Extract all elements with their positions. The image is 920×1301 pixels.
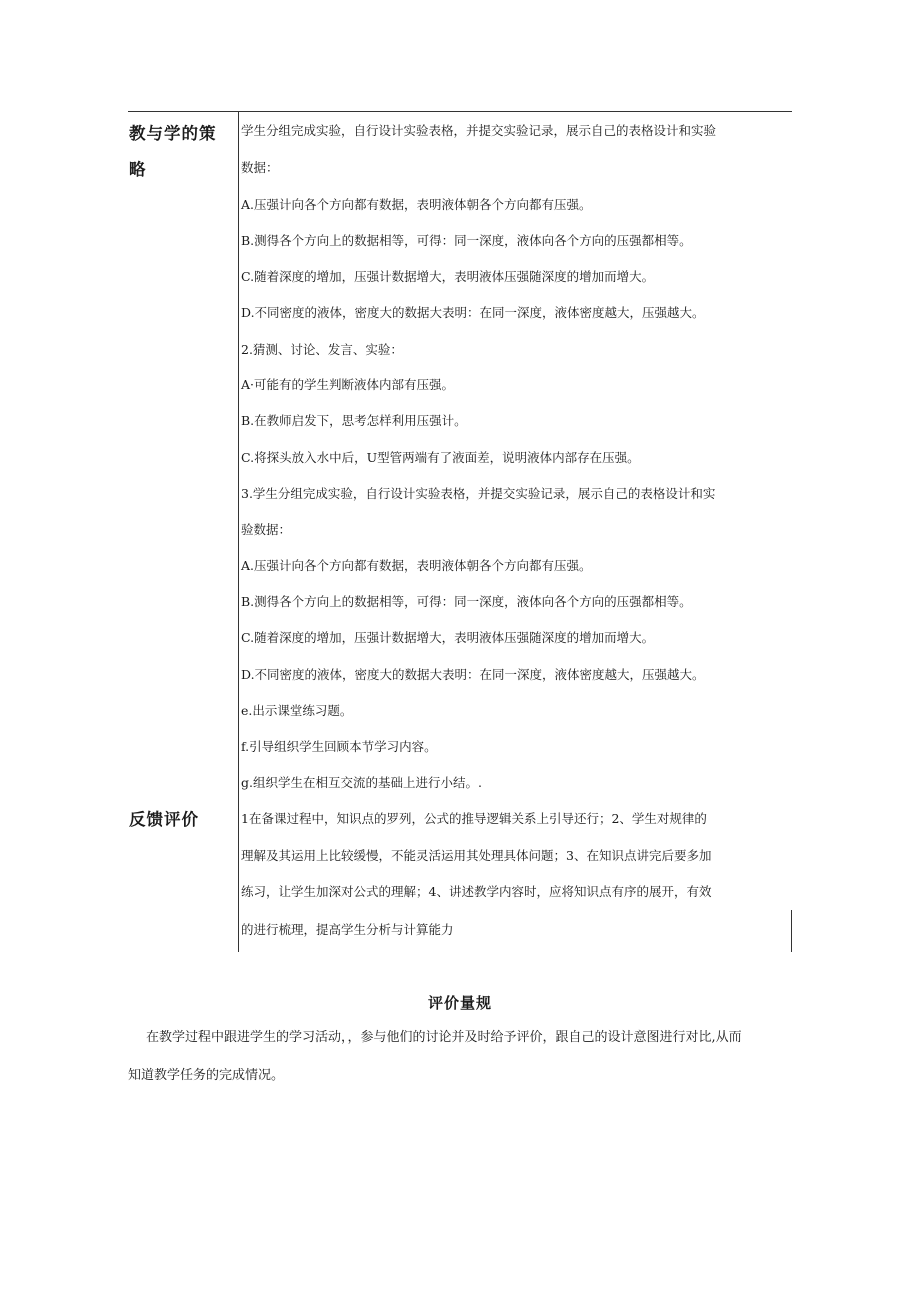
strategy-line: e.出示课堂练习题。 [241,703,353,718]
strategy-line: B.在教师启发下，思考怎样利用压强计。 [241,413,467,428]
table-top-border [128,111,792,112]
feedback-line: 的进行梳理，提高学生分析与计算能力 [241,922,454,937]
strategy-line: D.不同密度的液体，密度大的数据大表明：在同一深度，液体密度越大，压强越大。 [241,667,705,682]
rubric-paragraph-line-2: 知道教学任务的完成情况。 [128,1068,285,1083]
feedback-line: 理解及其运用上比较缓慢，不能灵活运用其处理具体问题；3、在知识点讲完后要多加 [241,848,712,863]
strategy-line: C.随着深度的增加，压强计数据增大，表明液体压强随深度的增加而增大。 [241,630,655,645]
strategy-line: g.组织学生在相互交流的基础上进行小结。. [241,775,482,790]
strategy-row-label [129,116,229,188]
strategy-line: 2.猜测、讨论、发言、实验： [241,342,403,357]
strategy-line: 数据： [241,160,279,175]
feedback-line: 1在备课过程中，知识点的罗列，公式的推导逻辑关系上引导还行；2、学生对规律的 [241,811,707,826]
strategy-line: A·可能有的学生判断液体内部有压强。 [241,377,455,392]
strategy-label-line-1: 教与学的策 [129,124,217,143]
strategy-line: D.不同密度的液体，密度大的数据大表明：在同一深度，液体密度越大，压强越大。 [241,305,705,320]
strategy-line: f.引导组织学生回顾本节学习内容。 [241,739,437,754]
strategy-line: C.将探头放入水中后，U型管两端有了液面差，说明液体内部存在压强。 [241,450,640,465]
table-right-border [791,910,792,952]
strategy-line: 3.学生分组完成实验，自行设计实验表格，并提交实验记录，展示自己的表格设计和实 [241,486,716,501]
rubric-paragraph-line-1: 在教学过程中跟进学生的学习活动，，参与他们的讨论并及时给予评价，跟自己的设计意图进行对比,从而 [146,1030,742,1045]
strategy-line: 学生分组完成实验，自行设计实验表格，并提交实验记录，展示自己的表格设计和实验 [241,123,717,138]
feedback-line: 练习，让学生加深对公式的理解；4、讲述教学内容时，应将知识点有序的展开，有效 [241,884,712,899]
table-column-divider [238,111,239,952]
feedback-row-label: 反馈评价 [129,810,199,829]
rubric-title: 评价量规 [427,994,492,1012]
strategy-label-line-2: 略 [129,160,147,179]
strategy-line: B.测得各个方向上的数据相等，可得：同一深度，液体向各个方向的压强都相等。 [241,594,692,609]
strategy-line: B.测得各个方向上的数据相等，可得：同一深度，液体向各个方向的压强都相等。 [241,233,692,248]
strategy-line: A.压强计向各个方向都有数据，表明液体朝各个方向都有压强。 [241,558,592,573]
strategy-line: 验数据： [241,522,292,537]
strategy-line: A.压强计向各个方向都有数据，表明液体朝各个方向都有压强。 [241,197,592,212]
strategy-line: C.随着深度的增加，压强计数据增大，表明液体压强随深度的增加而增大。 [241,269,655,284]
